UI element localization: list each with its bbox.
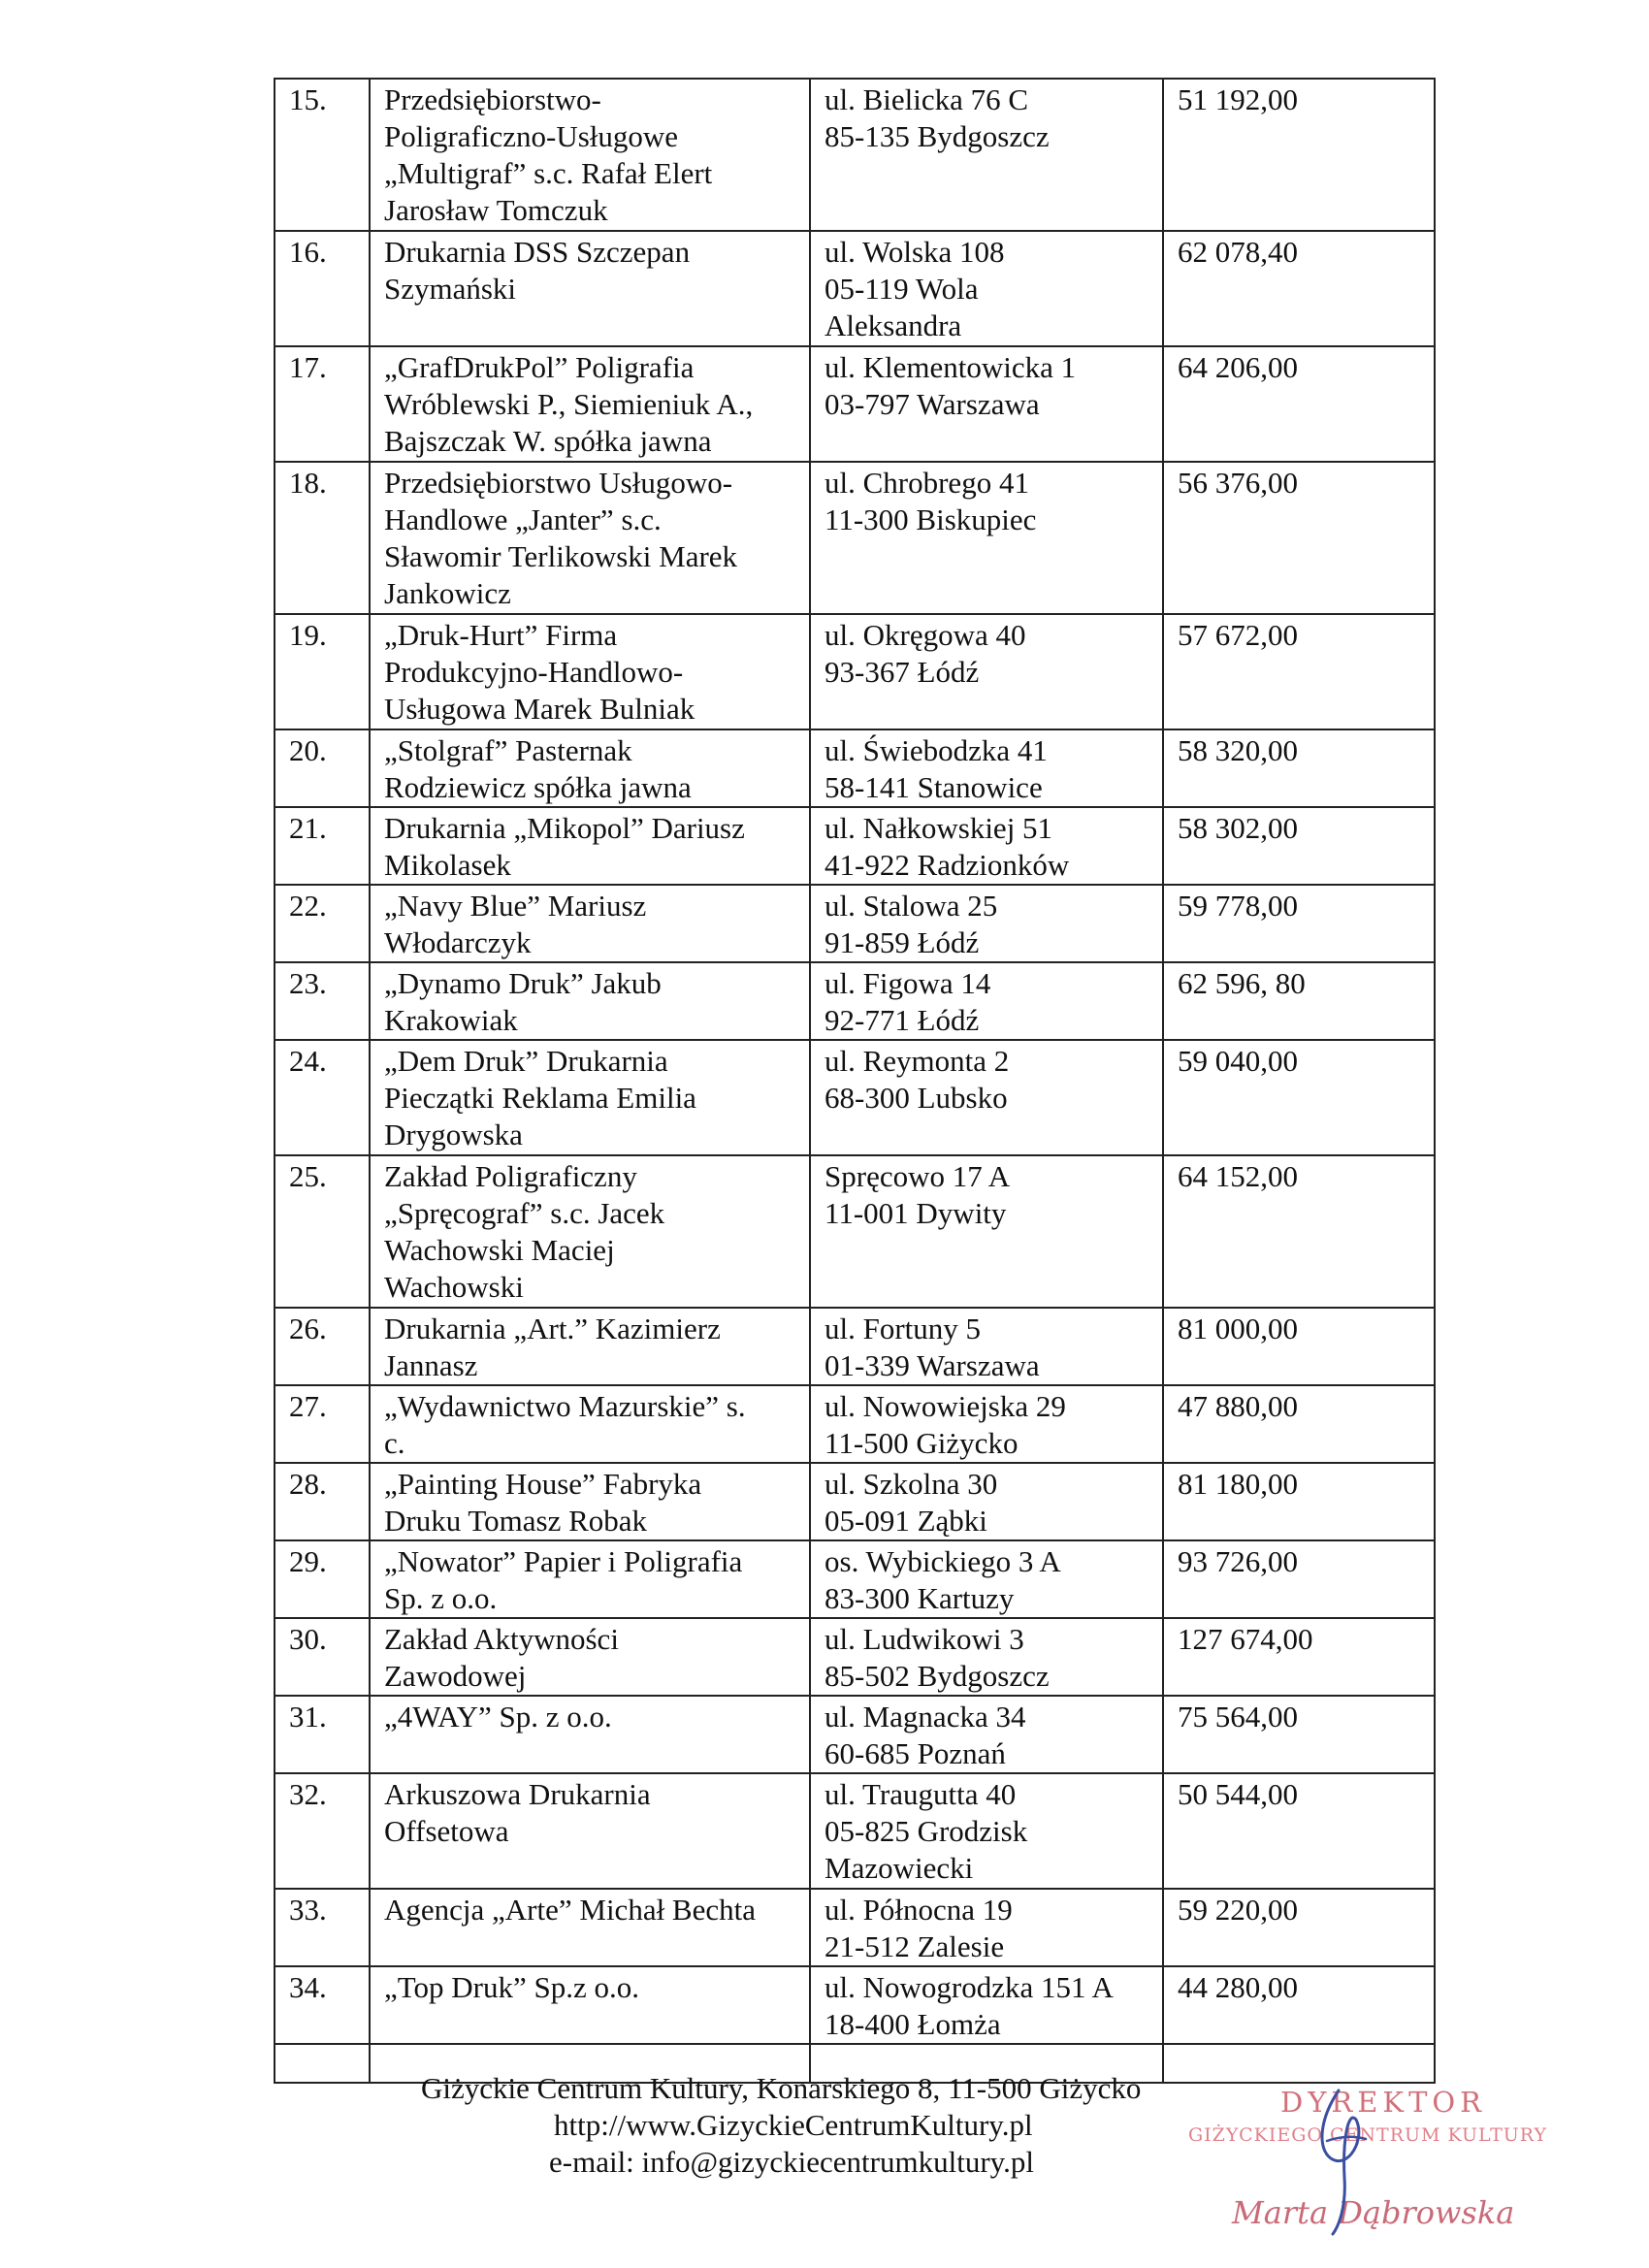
company-address: ul. Stalowa 25 91-859 Łódź bbox=[810, 885, 1163, 962]
bids-table bbox=[274, 78, 1436, 2084]
table-row bbox=[275, 346, 1435, 462]
row-number: 21. bbox=[275, 807, 370, 885]
offer-price: 56 376,00 bbox=[1163, 462, 1435, 614]
offer-price: 51 192,00 bbox=[1163, 79, 1435, 231]
offer-price: 59 040,00 bbox=[1163, 1040, 1435, 1155]
row-number: 31. bbox=[275, 1696, 370, 1773]
table-row bbox=[275, 1966, 1435, 2044]
company-name: „Painting House” Fabryka Druku Tomasz Robak bbox=[370, 1463, 810, 1540]
company-name: „Navy Blue” Mariusz Włodarczyk bbox=[370, 885, 810, 962]
offer-price: 81 000,00 bbox=[1163, 1308, 1435, 1385]
offer-price: 59 778,00 bbox=[1163, 885, 1435, 962]
company-address: os. Wybickiego 3 A 83-300 Kartuzy bbox=[810, 1540, 1163, 1618]
row-number: 29. bbox=[275, 1540, 370, 1618]
row-number: 26. bbox=[275, 1308, 370, 1385]
stamp-name: Marta Dąbrowska bbox=[1232, 2194, 1515, 2231]
company-address: ul. Wolska 108 05-119 Wola Aleksandra bbox=[810, 231, 1163, 346]
stamp-title: DYREKTOR bbox=[1280, 2086, 1487, 2119]
row-number bbox=[275, 2044, 370, 2083]
row-number: 34. bbox=[275, 1966, 370, 2044]
row-number: 23. bbox=[275, 962, 370, 1040]
company-name: Drukarnia „Mikopol” Dariusz Mikolasek bbox=[370, 807, 810, 885]
offer-price: 62 596, 80 bbox=[1163, 962, 1435, 1040]
row-number: 15. bbox=[275, 79, 370, 231]
company-address: ul. Figowa 14 92-771 Łódź bbox=[810, 962, 1163, 1040]
row-number: 19. bbox=[275, 614, 370, 729]
company-name: „Dem Druk” Drukarnia Pieczątki Reklama Emilia Drygowska bbox=[370, 1040, 810, 1155]
company-name: „Druk-Hurt” Firma Produkcyjno-Handlowo- Usługowa Marek Bulniak bbox=[370, 614, 810, 729]
company-address: ul. Świebodzka 41 58-141 Stanowice bbox=[810, 729, 1163, 807]
offer-price: 44 280,00 bbox=[1163, 1966, 1435, 2044]
company-address: ul. Bielicka 76 C 85-135 Bydgoszcz bbox=[810, 79, 1163, 231]
row-number: 20. bbox=[275, 729, 370, 807]
row-number: 30. bbox=[275, 1618, 370, 1696]
table-row bbox=[275, 462, 1435, 614]
company-address: Spręcowo 17 A 11-001 Dywity bbox=[810, 1155, 1163, 1308]
company-address: ul. Klementowicka 1 03-797 Warszawa bbox=[810, 346, 1163, 462]
table-row bbox=[275, 1889, 1435, 1966]
row-number: 32. bbox=[275, 1773, 370, 1889]
company-name: „Nowator” Papier i Poligrafia Sp. z o.o. bbox=[370, 1540, 810, 1618]
company-address: ul. Północna 19 21-512 Zalesie bbox=[810, 1889, 1163, 1966]
row-number: 24. bbox=[275, 1040, 370, 1155]
offer-price: 64 206,00 bbox=[1163, 346, 1435, 462]
table-row bbox=[275, 807, 1435, 885]
company-name: Drukarnia DSS Szczepan Szymański bbox=[370, 231, 810, 346]
row-number: 28. bbox=[275, 1463, 370, 1540]
company-name: Agencja „Arte” Michał Bechta bbox=[370, 1889, 810, 1966]
company-name: Przedsiębiorstwo- Poligraficzno-Usługowe „Multigraf” s.c. Rafał Elert Jarosław Tomczuk bbox=[370, 79, 810, 231]
table-row bbox=[275, 1385, 1435, 1463]
company-address: ul. Okręgowa 40 93-367 Łódź bbox=[810, 614, 1163, 729]
bids-table-body bbox=[275, 79, 1435, 2083]
company-address: ul. Traugutta 40 05-825 Grodzisk Mazowiecki bbox=[810, 1773, 1163, 1889]
footer-website: http://www.GizyckieCentrumKultury.pl bbox=[554, 2108, 1033, 2142]
row-number: 22. bbox=[275, 885, 370, 962]
company-name: „Dynamo Druk” Jakub Krakowiak bbox=[370, 962, 810, 1040]
company-address: ul. Fortuny 5 01-339 Warszawa bbox=[810, 1308, 1163, 1385]
offer-price: 75 564,00 bbox=[1163, 1696, 1435, 1773]
offer-price: 81 180,00 bbox=[1163, 1463, 1435, 1540]
offer-price: 58 302,00 bbox=[1163, 807, 1435, 885]
table-row bbox=[275, 1308, 1435, 1385]
row-number: 18. bbox=[275, 462, 370, 614]
offer-price: 59 220,00 bbox=[1163, 1889, 1435, 1966]
table-row bbox=[275, 962, 1435, 1040]
table-row bbox=[275, 1773, 1435, 1889]
company-address: ul. Chrobrego 41 11-300 Biskupiec bbox=[810, 462, 1163, 614]
company-name: Drukarnia „Art.” Kazimierz Jannasz bbox=[370, 1308, 810, 1385]
table-row bbox=[275, 1040, 1435, 1155]
company-name: „4WAY” Sp. z o.o. bbox=[370, 1696, 810, 1773]
table-row bbox=[275, 231, 1435, 346]
company-address: ul. Nowowiejska 29 11-500 Giżycko bbox=[810, 1385, 1163, 1463]
company-name: „Stolgraf” Pasternak Rodziewicz spółka jawna bbox=[370, 729, 810, 807]
table-row bbox=[275, 729, 1435, 807]
offer-price: 64 152,00 bbox=[1163, 1155, 1435, 1308]
company-address: ul. Ludwikowi 3 85-502 Bydgoszcz bbox=[810, 1618, 1163, 1696]
table-row bbox=[275, 1696, 1435, 1773]
company-name: „Top Druk” Sp.z o.o. bbox=[370, 1966, 810, 2044]
company-name: „Wydawnictwo Mazurskie” s. c. bbox=[370, 1385, 810, 1463]
row-number: 17. bbox=[275, 346, 370, 462]
offer-price: 127 674,00 bbox=[1163, 1618, 1435, 1696]
offer-price: 62 078,40 bbox=[1163, 231, 1435, 346]
offer-price: 93 726,00 bbox=[1163, 1540, 1435, 1618]
row-number: 33. bbox=[275, 1889, 370, 1966]
offer-price: 50 544,00 bbox=[1163, 1773, 1435, 1889]
table-row bbox=[275, 79, 1435, 231]
company-address: ul. Reymonta 2 68-300 Lubsko bbox=[810, 1040, 1163, 1155]
company-name: Przedsiębiorstwo Usługowo- Handlowe „Janter” s.c. Sławomir Terlikowski Marek Jankowicz bbox=[370, 462, 810, 614]
stamp-organization: GIŻYCKIEGO CENTRUM KULTURY bbox=[1188, 2124, 1548, 2146]
offer-price bbox=[1163, 2044, 1435, 2083]
row-number: 16. bbox=[275, 231, 370, 346]
company-address: ul. Magnacka 34 60-685 Poznań bbox=[810, 1696, 1163, 1773]
footer-address: Giżyckie Centrum Kultury, Konarskiego 8, 11-500 Giżycko bbox=[421, 2071, 1142, 2105]
row-number: 25. bbox=[275, 1155, 370, 1308]
company-name: Zakład Poligraficzny „Spręcograf” s.c. Jacek Wachowski Maciej Wachowski bbox=[370, 1155, 810, 1308]
company-name: Arkuszowa Drukarnia Offsetowa bbox=[370, 1773, 810, 1889]
footer-email: e-mail: info@gizyckiecentrumkultury.pl bbox=[549, 2145, 1034, 2179]
row-number: 27. bbox=[275, 1385, 370, 1463]
offer-price: 57 672,00 bbox=[1163, 614, 1435, 729]
company-address: ul. Szkolna 30 05-091 Ząbki bbox=[810, 1463, 1163, 1540]
company-name: „GrafDrukPol” Poligrafia Wróblewski P., Siemieniuk A., Bajszczak W. spółka jawna bbox=[370, 346, 810, 462]
handwritten-signature bbox=[1310, 2081, 1377, 2236]
table-row bbox=[275, 614, 1435, 729]
company-name: Zakład Aktywności Zawodowej bbox=[370, 1618, 810, 1696]
table-row bbox=[275, 1540, 1435, 1618]
table-row bbox=[275, 1155, 1435, 1308]
table-row bbox=[275, 885, 1435, 962]
director-stamp bbox=[1174, 2086, 1548, 2251]
table-row bbox=[275, 1463, 1435, 1540]
company-address: ul. Nałkowskiej 51 41-922 Radzionków bbox=[810, 807, 1163, 885]
offer-price: 47 880,00 bbox=[1163, 1385, 1435, 1463]
company-address: ul. Nowogrodzka 151 A 18-400 Łomża bbox=[810, 1966, 1163, 2044]
table-row bbox=[275, 1618, 1435, 1696]
offer-price: 58 320,00 bbox=[1163, 729, 1435, 807]
